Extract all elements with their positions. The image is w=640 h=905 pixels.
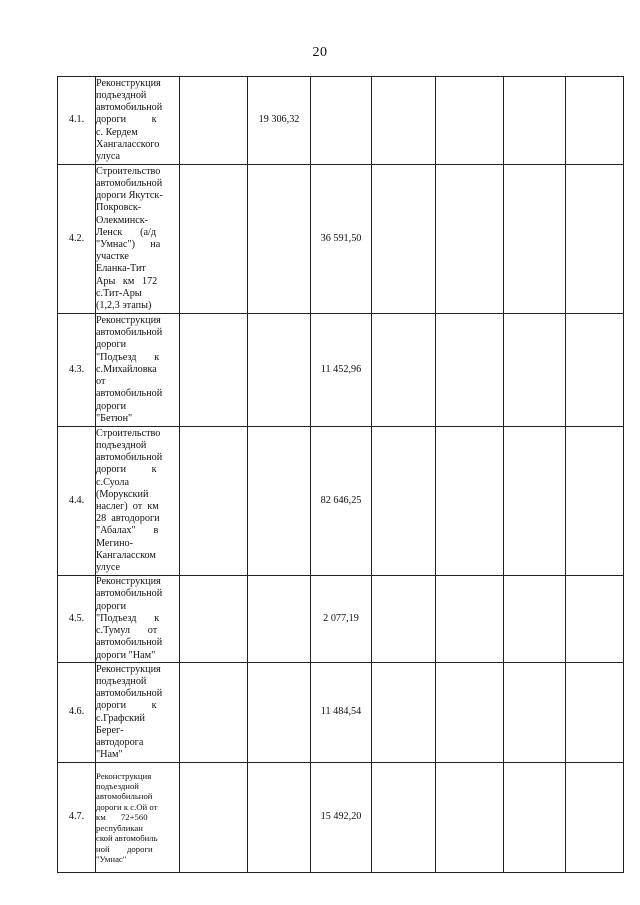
project-name-line: Олекминск- [96,214,149,226]
empty-cell [248,576,311,663]
project-name-line: с.Графский [96,712,145,724]
project-name-line: "Подъезд к [96,612,160,624]
row-number: 4.1. [58,77,96,165]
amount-cell: 11 452,96 [311,314,372,427]
project-name-line: Мегино- [96,537,134,549]
project-name-line: Берег- [96,724,124,736]
empty-cell [372,314,436,427]
empty-cell [566,427,624,576]
project-name [96,763,180,873]
project-name-line: Реконструкция [96,663,161,675]
row-number: 4.4. [58,427,96,576]
project-name-line: подъездной [96,675,147,687]
project-name-line: Реконструкция [96,77,161,89]
table-row [58,77,624,165]
project-name-line: с.Суола [96,476,130,488]
project-name-line: подъездной [96,89,147,101]
empty-cell [436,427,504,576]
empty-cell [372,77,436,165]
project-name [96,576,180,663]
page-number: 20 [312,45,328,60]
empty-cell [180,314,248,427]
empty-cell [504,576,566,663]
project-name-line: дороги [96,339,127,351]
project-name-line: км 72+560 [96,812,148,823]
empty-cell [248,663,311,763]
table-row [58,427,624,576]
table-row [58,763,624,873]
empty-cell [504,314,566,427]
project-name-line: 28 автодороги [96,513,160,525]
empty-cell [566,165,624,314]
project-name-line: подъездной [96,781,139,792]
project-name-line: "Подъезд к [96,351,160,363]
project-name-line: наслег) от км [96,501,159,512]
empty-cell [248,427,311,576]
project-name-line: улуса [96,151,120,162]
project-name-line: автомобильной [96,637,163,649]
project-name-line: "Абалах" в [96,525,159,537]
empty-cell [436,77,504,165]
row-number: 4.2. [58,165,96,314]
project-name-line: "Бетюн" [96,412,133,424]
project-name-line: Реконструкция [96,315,161,327]
amount-cell: 36 591,50 [311,165,372,314]
empty-cell [566,576,624,663]
table-row [58,314,624,427]
project-name-line: дороги [96,600,127,612]
project-name-line: с. Кердем [96,126,138,138]
project-name-line: автомобильной [96,688,163,700]
project-name [96,165,180,314]
row-number: 4.7. [58,763,96,873]
project-name-line: автомобильной [96,388,163,400]
project-name-line: Ары км 172 [96,275,158,287]
project-name-line: Покровск- [96,202,142,214]
project-name-line: дороги "Нам" [96,649,156,661]
project-name-line: Строительство [96,427,161,439]
empty-cell [372,663,436,763]
amount-cell: 2 077,19 [311,576,372,663]
empty-cell [180,576,248,663]
project-name-line: (1,2,3 этапы) [96,300,152,312]
project-name-line: от [96,376,106,388]
project-name-line: автомобильной [96,452,163,464]
empty-cell [436,314,504,427]
empty-cell [436,576,504,663]
project-name-line: Строительство [96,165,161,177]
project-name-line: автодорога [96,736,144,748]
project-name-line: дороги [96,400,127,412]
amount-cell: 19 306,32 [248,77,311,165]
project-name-line: автомобильной [96,588,163,600]
empty-cell [248,763,311,873]
project-name-line: республикан [96,822,143,833]
empty-cell [372,763,436,873]
row-number: 4.3. [58,314,96,427]
table-row [58,165,624,314]
project-name-line: Ленск (а/д [96,226,157,238]
project-name-line: участке [96,251,129,263]
empty-cell [180,77,248,165]
project-name [96,77,180,165]
empty-cell [566,663,624,763]
amount-cell: 82 646,25 [311,427,372,576]
empty-cell [504,77,566,165]
project-name-line: Еланка-Тит [96,263,146,275]
budget-table [57,76,624,873]
empty-cell [566,763,624,873]
project-name-line: дороги к [96,700,157,712]
project-name-line: дороги Якутск- [96,190,163,202]
project-name-line: Хангаласского [96,138,160,150]
row-number: 4.6. [58,663,96,763]
project-name-line: с.Тумул от [96,625,158,637]
project-name-line: "Умнас") на [96,239,161,250]
project-name [96,427,180,576]
empty-cell [180,427,248,576]
project-name-line: с.Михайловка [96,363,157,375]
table-row [58,576,624,663]
project-name-line: автомобильной [96,102,163,114]
empty-cell [436,663,504,763]
empty-cell [248,165,311,314]
project-name-line: с.Тит-Ары [96,287,142,299]
project-name [96,314,180,427]
project-name [96,663,180,763]
empty-cell [372,427,436,576]
table-row [58,663,624,763]
project-name-line: "Умнас" [96,853,127,864]
project-name-line: (Морукский [96,488,149,500]
empty-cell [504,663,566,763]
project-name-line: дороги к [96,464,157,476]
empty-cell [372,576,436,663]
empty-cell [180,165,248,314]
project-name-line: автомобильной [96,327,163,339]
empty-cell [436,763,504,873]
empty-cell [372,165,436,314]
amount-cell: 15 492,20 [311,763,372,873]
empty-cell [566,314,624,427]
empty-cell [566,77,624,165]
empty-cell [248,314,311,427]
amount-cell: 11 484,54 [311,663,372,763]
project-name-line: Реконструкция [96,770,152,781]
empty-cell [180,763,248,873]
project-name-line: "Нам" [96,749,123,761]
project-name-line: автомобильной [96,177,163,189]
empty-cell [504,427,566,576]
empty-cell [504,165,566,314]
empty-cell [436,165,504,314]
project-name-line: ской автомобиль [96,833,158,844]
empty-cell [180,663,248,763]
empty-cell [504,763,566,873]
project-name-line: Кангаласском [96,549,156,561]
project-name-line: Реконструкция [96,576,161,588]
row-number: 4.5. [58,576,96,663]
project-name-line: подъездной [96,439,147,451]
project-name-line: автомобильной [96,791,153,802]
project-name-line: ной дороги [96,843,153,854]
project-name-line: дороги к с.Ой от [96,801,158,812]
project-name-line: улусе [96,562,120,574]
project-name-line: дороги к [96,114,157,126]
empty-cell [311,77,372,165]
